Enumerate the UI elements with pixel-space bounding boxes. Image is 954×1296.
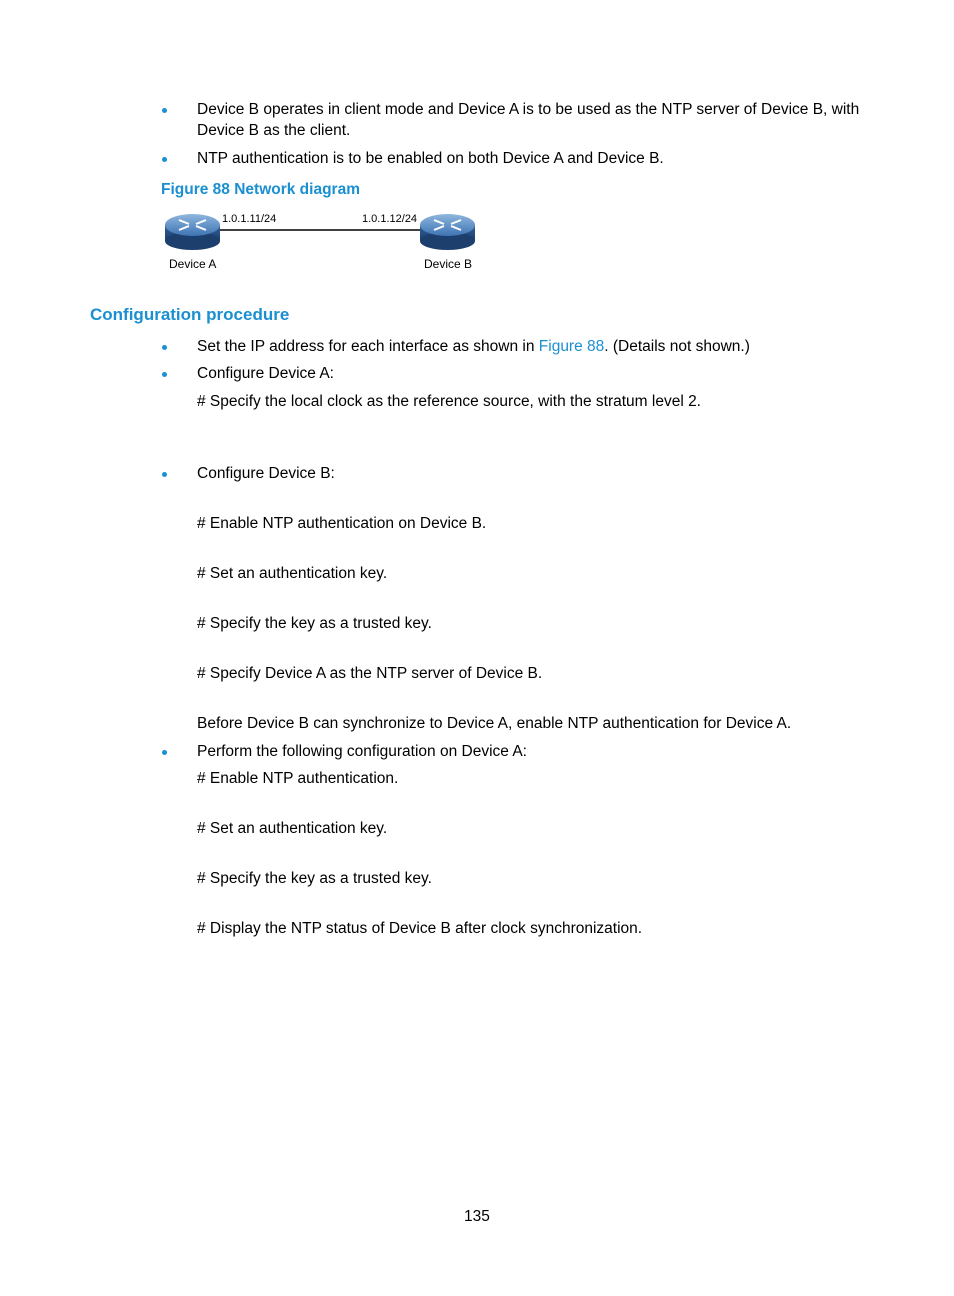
step-3-comment-4: # Specify Device A as the NTP server of Device B.	[197, 665, 543, 682]
step-1-text-pre: Set the IP address for each interface as shown in	[197, 338, 539, 355]
bullet-icon	[162, 345, 167, 350]
intro-bullet-2: NTP authentication is to be enabled on both Device A and Device B.	[197, 150, 664, 167]
bullet-icon	[162, 750, 167, 755]
step-4-comment-1: # Enable NTP authentication.	[197, 770, 399, 787]
ip-label-device-b: 1.0.1.12/24	[362, 213, 418, 225]
figure-88-link[interactable]: Figure 88	[538, 338, 605, 355]
device-a-label: Device A	[169, 257, 217, 271]
step-3-comment-3: # Specify the key as a trusted key.	[197, 615, 432, 632]
step-4: Perform the following configuration on Device A:	[197, 743, 527, 760]
step-2: Configure Device A:	[197, 365, 334, 382]
router-icon	[165, 214, 220, 250]
bullet-icon	[162, 157, 167, 162]
device-b-label: Device B	[424, 257, 473, 271]
router-icon	[420, 214, 475, 250]
intro-bullet-1-line2: Device B as the client.	[197, 122, 351, 139]
intro-bullet-1-line1: Device B operates in client mode and Device A is to be used as the NTP server of Device B, with	[197, 101, 860, 118]
step-4-comment-2: # Set an authentication key.	[197, 820, 388, 837]
step-3: Configure Device B:	[197, 465, 335, 482]
page-number: 135	[464, 1208, 490, 1225]
step-3-note: Before Device B can synchronize to Device A, enable NTP authentication for Device A.	[197, 715, 792, 732]
bullet-icon	[162, 472, 167, 477]
step-4-comment-3: # Specify the key as a trusted key.	[197, 870, 432, 887]
bullet-icon	[162, 108, 167, 113]
section-heading: Configuration procedure	[90, 305, 290, 324]
ip-label-device-a: 1.0.1.11/24	[222, 213, 277, 225]
step-1	[197, 337, 750, 357]
step-3-comment-2: # Set an authentication key.	[197, 565, 388, 582]
step-1-text-post: . (Details not shown.)	[604, 338, 750, 355]
figure-caption: Figure 88 Network diagram	[161, 181, 360, 198]
step-3-comment-1: # Enable NTP authentication on Device B.	[197, 515, 487, 532]
step-4-comment-4: # Display the NTP status of Device B after clock synchronization.	[197, 920, 643, 937]
bullet-icon	[162, 372, 167, 377]
step-2-comment-1: # Specify the local clock as the reference source, with the stratum level 2.	[197, 393, 701, 410]
